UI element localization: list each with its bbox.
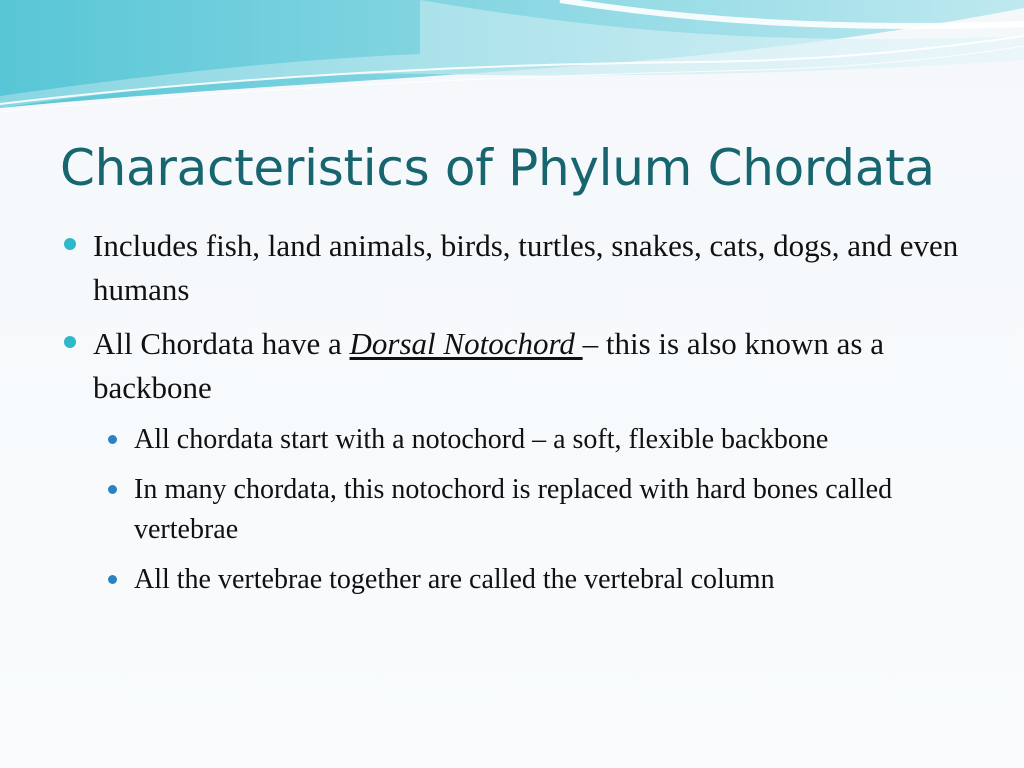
slide-title: Characteristics of Phylum Chordata (60, 139, 935, 197)
sub-bullet-dot-icon (108, 435, 117, 444)
sub-bullet-text: All chordata start with a notochord – a soft, flexible backbone (134, 424, 829, 455)
wave-header-decoration (0, 0, 1024, 120)
slide-content (62, 224, 962, 610)
bullet-dot-icon (64, 238, 76, 250)
bullet-dot-icon (64, 336, 76, 348)
sub-bullet-text: All the vertebrae together are called the vertebral column (134, 564, 775, 595)
sub-bullet-item (62, 560, 962, 600)
sub-bullet-item (62, 420, 962, 460)
bullet-item (62, 322, 962, 410)
bullet-text-suffix: – this is also known as a backbone (93, 326, 884, 405)
sub-bullet-dot-icon (108, 575, 117, 584)
bullet-text: Includes fish, land animals, birds, turtles, snakes, cats, dogs, and even humans (93, 228, 959, 307)
bullet-text-prefix: All Chordata have a (93, 326, 350, 361)
dorsal-notochord-term: Dorsal Notochord (349, 326, 583, 361)
bullet-item (62, 224, 962, 312)
sub-bullet-dot-icon (108, 485, 117, 494)
sub-bullet-text: In many chordata, this notochord is replaced with hard bones called vertebrae (134, 474, 893, 545)
sub-bullet-item (62, 470, 962, 550)
